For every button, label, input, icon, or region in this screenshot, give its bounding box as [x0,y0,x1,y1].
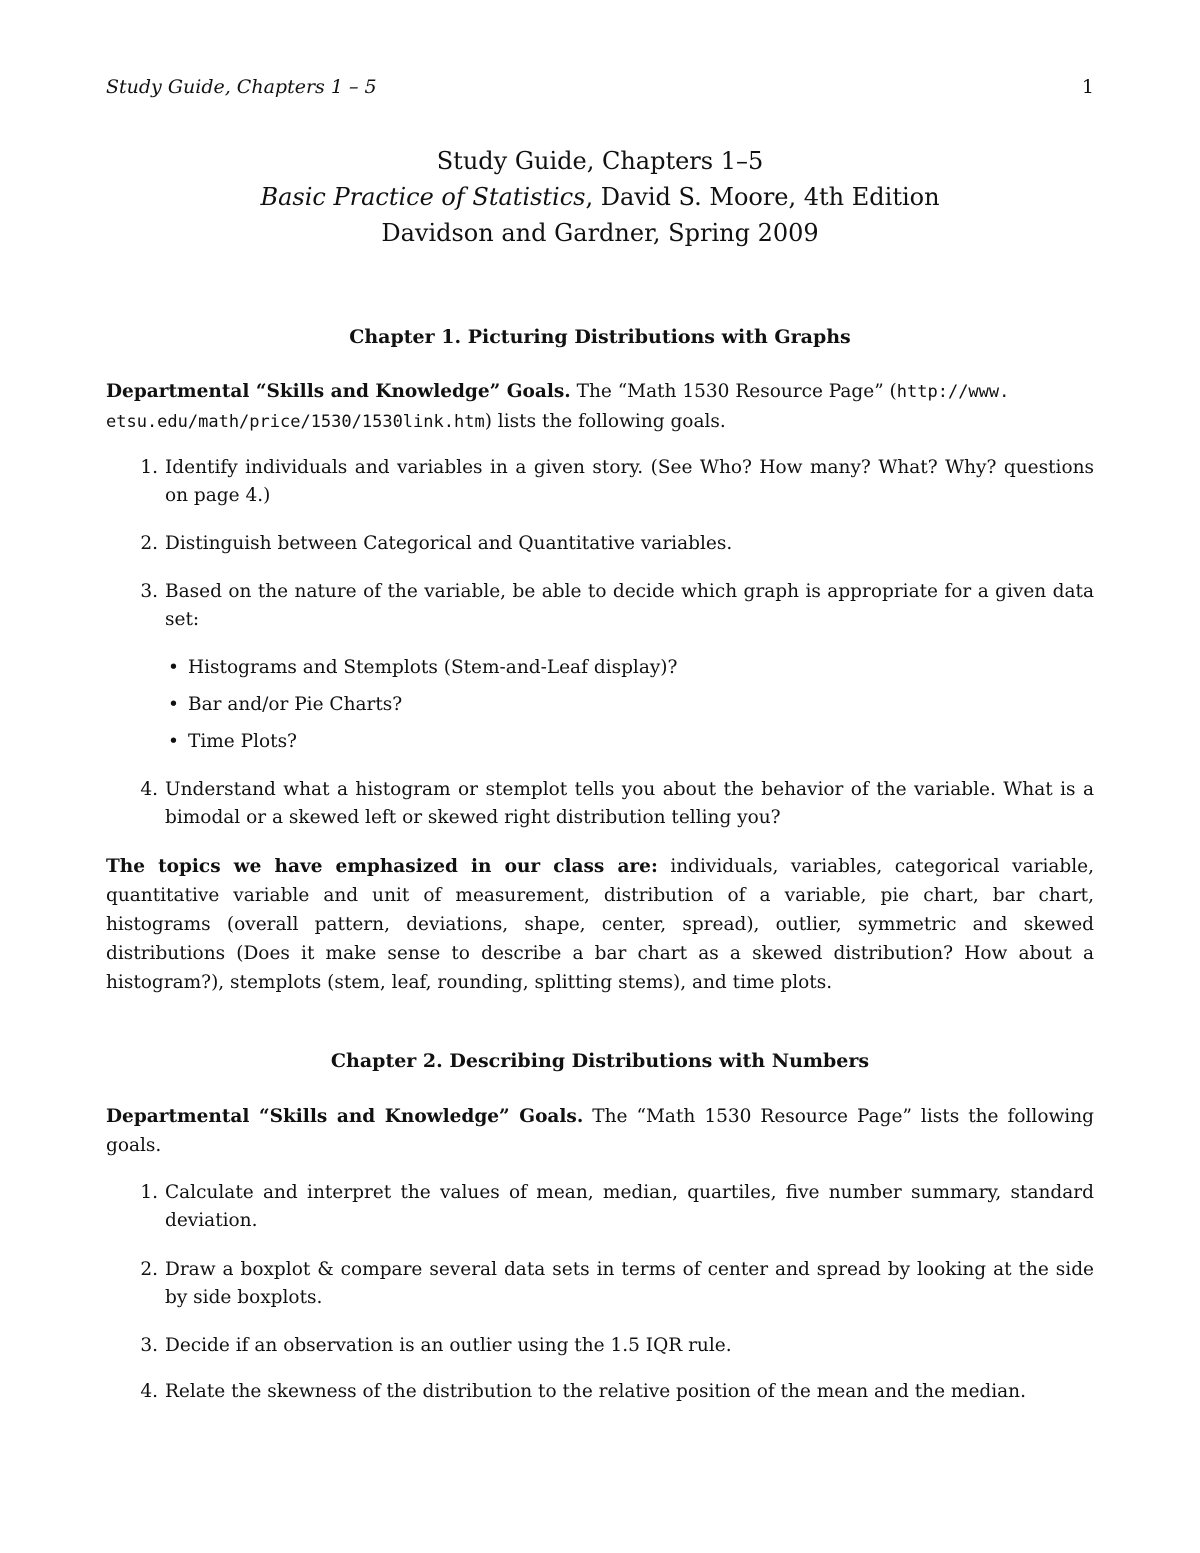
running-head [106,76,1094,98]
goal-text: Identify individuals and variables in a given story. (See Who? How many? What? Why? questions on page 4.) [165,457,1094,506]
resource-url-part-1[interactable]: http://www. [896,382,1010,402]
chapter-1-goal-4 [134,776,1094,832]
running-head-title: Study Guide, Chapters 1 – 5 [106,76,377,98]
goals-label: Departmental “Skills and Knowledge” Goals. [106,1106,584,1127]
bullet-icon: • [168,694,179,715]
goal-number: 3. [140,1335,158,1356]
goal-number: 1. [140,1182,158,1203]
bullet-text: Bar and/or Pie Charts? [188,694,403,715]
bullet-icon: • [168,657,179,678]
chapter-2-goals-intro [106,1102,1094,1160]
book-author-edition: , David S. Moore, 4th Edition [585,183,940,211]
goal-text: Decide if an observation is an outlier using the 1.5 IQR rule. [165,1335,732,1356]
goal-text: Based on the nature of the variable, be able to decide which graph is appropriate for a given data set: [165,581,1094,630]
goal-text: Understand what a histogram or stemplot tells you about the behavior of the variable. What is a bimodal or a skewed left or skewed right distribution telling you? [165,779,1094,828]
goals-intro-text: The “Math 1530 Resource Page” lists the following goals. [106,1106,1094,1156]
goal-number: 2. [140,1259,158,1280]
topics-text: individuals, variables, categorical variable, quantitative variable and unit of measurement, distribution of a variable, pie chart, bar chart, histograms (overall pattern, deviations, shape, center, spread), outlier, symmetric and skewed distributions (Does it make sense to describe a bar chart as a skewed distribution? How about a histogram?), stemplots (stem, leaf, rounding, splitting stems), and time plots. [106,856,1094,993]
chapter-1-heading: Chapter 1. Picturing Distributions with Graphs [349,326,851,348]
chapter-1-bullet-2 [168,691,1068,719]
bullet-text: Time Plots? [188,731,297,752]
book-title: Basic Practice of Statistics [260,183,586,211]
title-line-1: Study Guide, Chapters 1–5 [436,147,764,175]
goal-text: Calculate and interpret the values of mean, median, quartiles, five number summary, standard deviation. [165,1182,1094,1231]
goals-label: Departmental “Skills and Knowledge” Goals. [106,381,571,402]
chapter-2-goal-2 [134,1256,1094,1312]
goal-number: 3. [140,581,158,602]
chapter-2-goal-4 [134,1378,1094,1406]
goal-number: 2. [140,533,158,554]
goal-number: 4. [140,1381,158,1402]
chapter-2-heading: Chapter 2. Describing Distributions with Numbers [330,1050,870,1072]
title-block [106,143,1094,251]
bullet-icon: • [168,731,179,752]
bullet-text: Histograms and Stemplots (Stem-and-Leaf display)? [188,657,678,678]
chapter-2-goal-3 [134,1332,1094,1360]
page-number: 1 [1081,76,1094,98]
goals-intro-text-end: ) lists the following goals. [484,411,726,432]
goals-intro-text: The “Math 1530 Resource Page” ( [570,381,897,402]
goal-number: 4. [140,779,158,800]
title-line-2 [106,179,1094,215]
goal-text: Draw a boxplot & compare several data sets in terms of center and spread by looking at the side by side boxplots. [165,1259,1094,1308]
chapter-1-bullet-1 [168,654,1068,682]
goal-number: 1. [140,457,158,478]
chapter-1-goals-intro [106,377,1094,437]
chapter-1-bullet-3 [168,728,1068,756]
chapter-1-goal-1 [134,454,1094,510]
resource-url-part-2[interactable]: etsu.edu/math/price/1530/1530link.htm [106,412,485,432]
chapter-1-topics-paragraph [106,852,1094,997]
chapter-1-goal-3 [134,578,1094,634]
chapter-1-goal-2 [134,530,1094,558]
chapter-2-goal-1 [134,1179,1094,1235]
topics-label: The topics we have emphasized in our class are: [106,856,658,877]
goal-text: Distinguish between Categorical and Quantitative variables. [165,533,733,554]
title-line-3: Davidson and Gardner, Spring 2009 [381,219,819,247]
goal-text: Relate the skewness of the distribution to the relative position of the mean and the median. [165,1381,1026,1402]
